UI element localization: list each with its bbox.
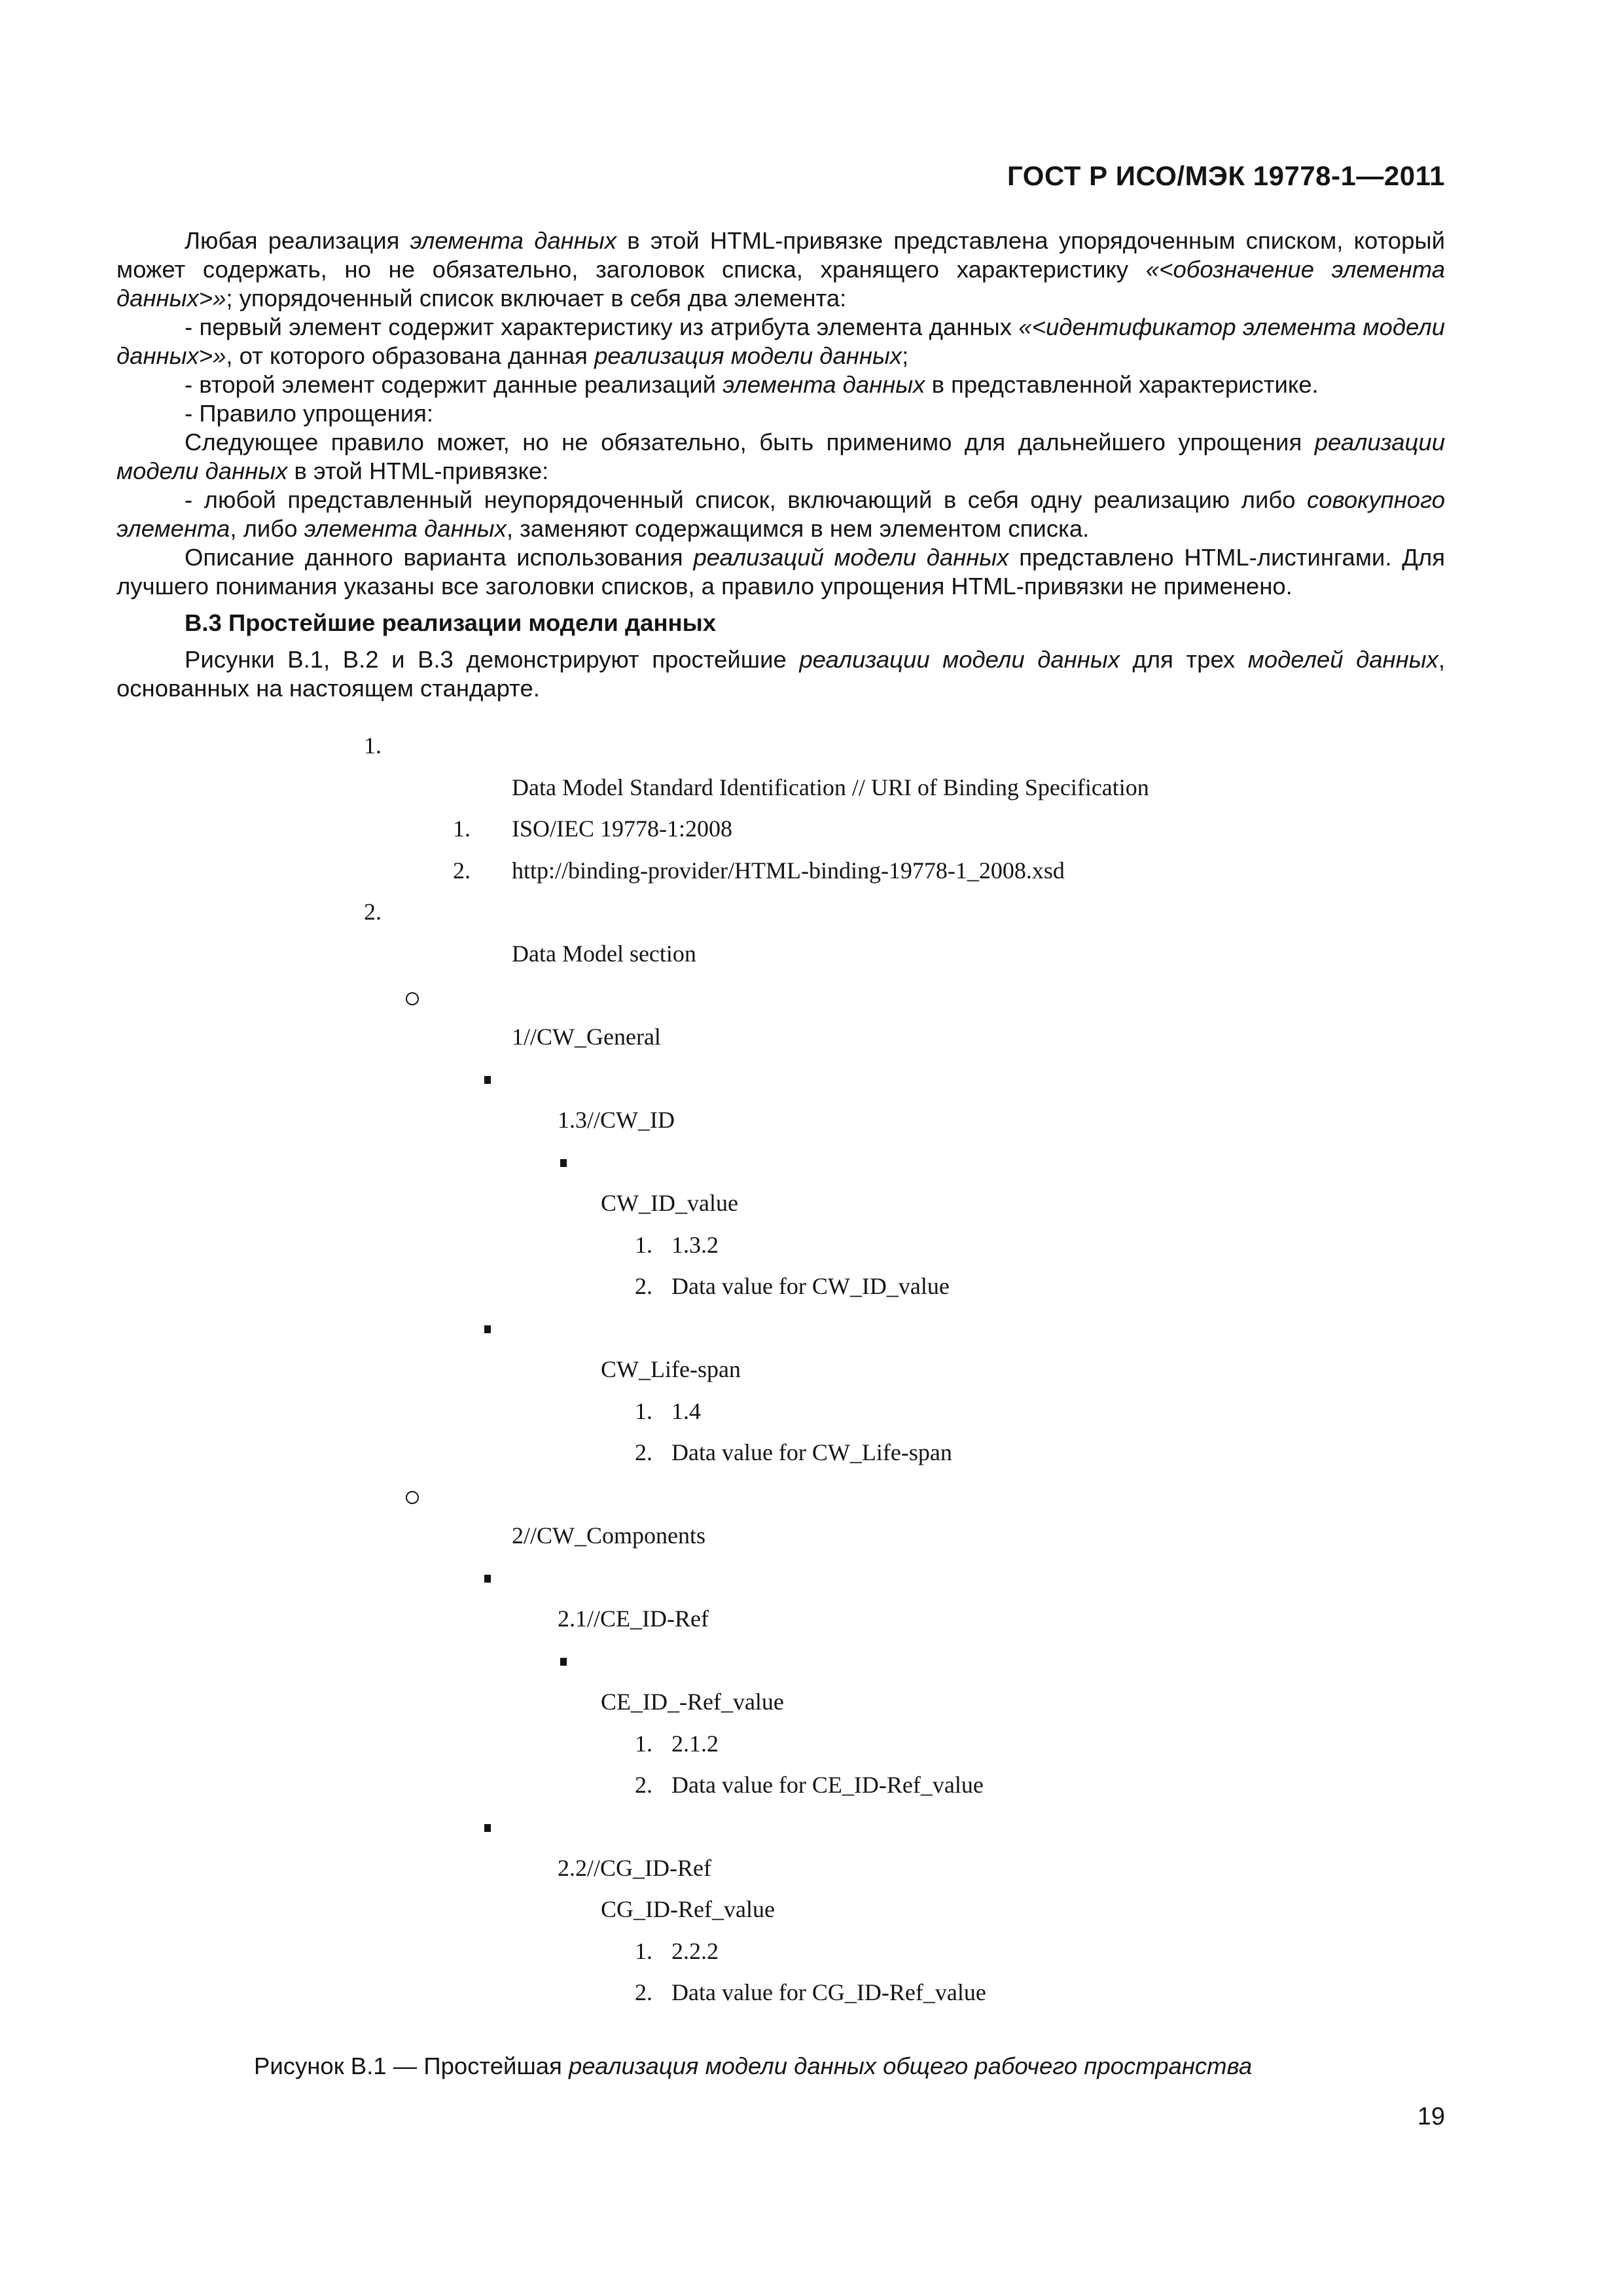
text-run: - второй элемент содержит данные реализаций: [185, 371, 723, 398]
italic-term: элемента данных: [304, 515, 507, 542]
list-heading: 2//CW_Components: [512, 1522, 705, 1549]
list-number: 1.: [635, 1731, 652, 1757]
text-run: Рисунки В.1, В.2 и В.3 демонстрируют простейшие: [185, 646, 800, 673]
text-run: - первый элемент содержит характеристику из атрибута элемента данных: [185, 314, 1019, 340]
list-heading: CW_ID_value: [601, 1190, 738, 1216]
italic-term: совокупного элемента: [116, 486, 1445, 542]
text-run: ; упорядоченный список включает в себя два элемента:: [226, 285, 847, 312]
circle-bullet-icon: [406, 992, 419, 1005]
list-item: Data value for CW_ID_value: [671, 1273, 950, 1299]
figure-caption: [254, 2053, 1252, 2080]
italic-term: моделей данных: [1247, 646, 1438, 673]
body-text: [116, 226, 1445, 703]
paragraph: [116, 428, 1445, 486]
list-number: 2.: [453, 857, 471, 884]
list-item: http://binding-provider/HTML-binding-19778-1_2008.xsd: [512, 857, 1065, 884]
paragraph: [116, 226, 1445, 313]
paragraph: [116, 370, 1445, 399]
text-run: в этой HTML-привязке:: [287, 457, 549, 484]
text-run: - любой представленный неупорядоченный список, включающий в себя одну реализацию либо: [185, 486, 1308, 513]
section-title: В.3 Простейшие реализации модели данных: [185, 609, 717, 636]
italic-term: реализации модели данных: [116, 429, 1445, 484]
text-run: для трех: [1119, 646, 1248, 673]
standard-header: ГОСТ Р ИСО/МЭК 19778-1—2011: [1007, 160, 1445, 191]
italic-term: реализаций модели данных: [693, 544, 1009, 571]
square-bullet-icon: [484, 1325, 491, 1333]
paragraph: [116, 399, 1445, 428]
list-number: 2.: [635, 1273, 652, 1299]
square-bullet-icon: [484, 1076, 491, 1084]
text-run: в представленной характеристике.: [925, 371, 1319, 398]
square-bullet-icon: [484, 1824, 491, 1832]
list-number: 2.: [635, 1439, 652, 1465]
list-item: 2.1.2: [671, 1731, 719, 1757]
list-number: 1.: [364, 732, 382, 759]
list-item: ISO/IEC 19778-1:2008: [512, 816, 732, 842]
list-item: Data value for CG_ID-Ref_value: [671, 1979, 986, 2005]
italic-term: «<обозначение элемента данных>»: [116, 256, 1445, 312]
italic-term: элемента данных: [410, 227, 616, 254]
list-item: 1.3.2: [671, 1232, 719, 1258]
paragraph: [116, 486, 1445, 543]
list-heading: 2.1//CE_ID-Ref: [558, 1605, 709, 1632]
list-number: 1.: [635, 1398, 652, 1424]
list-heading: CG_ID-Ref_value: [601, 1896, 775, 1922]
list-number: 2.: [635, 1979, 652, 2005]
text-run: , заменяют содержащимся в нем элементом списка.: [506, 515, 1090, 542]
list-number: 1.: [453, 816, 471, 842]
italic-term: реализация модели данных общего рабочего пространства: [568, 2053, 1253, 2079]
list-number: 1.: [635, 1232, 652, 1258]
text-run: ;: [902, 342, 909, 369]
square-bullet-icon: [560, 1159, 567, 1167]
text-run: в этой HTML-привязке представлена упорядоченным списком, который может содержать, но не обязательно, заголовок списка, хранящего характеристику: [116, 227, 1446, 283]
list-number: 1.: [635, 1938, 652, 1964]
text-run: - Правило упрощения:: [185, 400, 434, 427]
list-heading: Data Model section: [512, 941, 696, 967]
list-heading: CE_ID_-Ref_value: [601, 1689, 784, 1715]
paragraph: [116, 645, 1445, 703]
list-number: 2.: [635, 1772, 652, 1798]
square-bullet-icon: [484, 1575, 491, 1583]
text-run: , основанных на настоящем стандарте.: [116, 646, 1445, 702]
text-run: , от которого образована данная: [226, 342, 595, 369]
list-item: Data value for CE_ID-Ref_value: [671, 1772, 984, 1798]
list-heading: 1//CW_General: [512, 1024, 661, 1050]
list-heading: Data Model Standard Identification // URI of Binding Specification: [512, 774, 1149, 800]
list-heading: CW_Life-span: [601, 1356, 741, 1382]
page-number: 19: [1417, 2103, 1445, 2130]
paragraph: [116, 313, 1445, 370]
list-heading: 2.2//CG_ID-Ref: [558, 1855, 711, 1881]
circle-bullet-icon: [406, 1491, 419, 1504]
list-item: 1.4: [671, 1398, 701, 1424]
italic-term: элемента данных: [722, 371, 925, 398]
text-run: представлено HTML-листингами. Для лучшего понимания указаны все заголовки списков, а правило упрощения HTML-привязки не применено.: [116, 544, 1445, 600]
text-run: Любая реализация: [185, 227, 410, 254]
list-number: 2.: [364, 899, 382, 925]
list-item: 2.2.2: [671, 1938, 719, 1964]
list-item: Data value for CW_Life-span: [671, 1439, 952, 1465]
text-run: , либо: [230, 515, 304, 542]
list-heading: 1.3//CW_ID: [558, 1107, 675, 1133]
text-run: Следующее правило может, но не обязательно, быть применимо для дальнейшего упрощения: [185, 429, 1315, 456]
paragraph: [116, 543, 1445, 601]
italic-term: реализации модели данных: [799, 646, 1120, 673]
square-bullet-icon: [560, 1658, 567, 1666]
text-run: Рисунок В.1 — Простейшая: [254, 2053, 569, 2079]
italic-term: «<идентификатор элемента модели данных>»: [116, 314, 1445, 369]
text-run: Описание данного варианта использования: [185, 544, 694, 571]
italic-term: реализация модели данных: [594, 342, 902, 369]
